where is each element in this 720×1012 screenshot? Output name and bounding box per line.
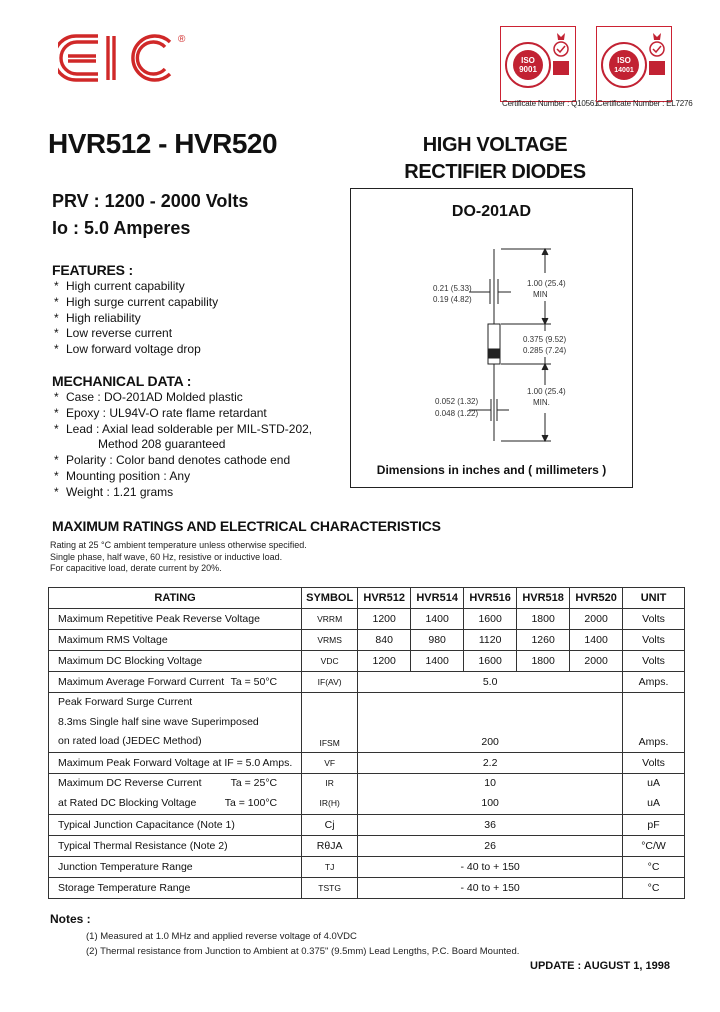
cell-value [358, 774, 623, 814]
subtitle-line-2: RECTIFIER DIODES [404, 161, 586, 183]
row-label [49, 693, 302, 753]
feature-item: * Low forward voltage drop [54, 342, 218, 358]
features-heading: FEATURES : [52, 262, 133, 278]
cell-value: 1800 [517, 609, 570, 630]
row-label: Maximum Repetitive Peak Reverse Voltage [49, 609, 302, 630]
notes-heading: Notes : [50, 912, 91, 926]
col-header-hvr514: HVR514 [411, 588, 464, 609]
col-header-hvr516: HVR516 [464, 588, 517, 609]
dim-top-min: MIN [533, 290, 548, 299]
cell-value: 26 [358, 835, 623, 856]
cell-value: 1400 [411, 609, 464, 630]
cell-value: 840 [358, 630, 411, 651]
mechanical-item: * Epoxy : UL94V-O rate flame retardant [54, 406, 312, 422]
cell-value: 1400 [570, 630, 623, 651]
row-label: Maximum Peak Forward Voltage at IF = 5.0 Amps. [49, 753, 302, 774]
cell-value: 980 [411, 630, 464, 651]
row-label-text: Maximum Average Forward Current [58, 676, 225, 688]
row-symbol: VDC [302, 651, 358, 672]
note-item: (1) Measured at 1.0 MHz and applied reverse voltage of 4.0VDC [86, 931, 357, 942]
row-unit: Amps. [623, 672, 685, 693]
dim-wire-max: 0.052 (1.32) [435, 397, 479, 406]
ratings-conditions [50, 540, 307, 575]
row-unit [623, 774, 685, 814]
table-row [49, 651, 685, 672]
col-header-hvr512: HVR512 [358, 588, 411, 609]
col-header-rating: RATING [49, 588, 302, 609]
dim-bottom-length: 1.00 (25.4) [527, 387, 566, 396]
row-symbol: IFSM [302, 693, 358, 753]
cert-caption-14001: Certificate Number : EL7276 [597, 99, 693, 108]
row-condition: Ta = 25°C [230, 777, 278, 790]
mechanical-item: * Mounting position : Any [54, 469, 312, 485]
col-header-hvr518: HVR518 [517, 588, 570, 609]
row-label: Maximum RMS Voltage [49, 630, 302, 651]
row-symbol: VRRM [302, 609, 358, 630]
feature-item: * High surge current capability [54, 295, 218, 311]
row-label: Typical Thermal Resistance (Note 2) [49, 835, 302, 856]
mechanical-item: Method 208 guaranteed [98, 437, 226, 452]
note-item: (2) Thermal resistance from Junction to Ambient at 0.375" (9.5mm) Lead Lengths, P.C. Board Mounted. [86, 946, 520, 957]
row-unit: Volts [623, 630, 685, 651]
cell-value: 1260 [517, 630, 570, 651]
row-unit: Volts [623, 609, 685, 630]
table-row [49, 693, 685, 753]
package-drawing [350, 188, 633, 488]
cell-value: 1600 [464, 609, 517, 630]
prv-rating: PRV : 1200 - 2000 Volts [52, 191, 249, 211]
cell-value: 1120 [464, 630, 517, 651]
mechanical-item: * Case : DO-201AD Molded plastic [54, 390, 312, 406]
dim-top-length: 1.00 (25.4) [527, 279, 566, 288]
row-label: Maximum DC Blocking Voltage [49, 651, 302, 672]
table-row [49, 835, 685, 856]
table-row [49, 609, 685, 630]
row-unit: Volts [623, 651, 685, 672]
row-symbol: IF(AV) [302, 672, 358, 693]
cell-value: 2000 [570, 609, 623, 630]
feature-item: * High current capability [54, 279, 218, 295]
row-label-text: at Rated DC Blocking Voltage [58, 796, 197, 809]
cell-value: 1800 [517, 651, 570, 672]
ratings-condition-line: Rating at 25 °C ambient temperature unless otherwise specified. [50, 540, 307, 550]
update-date: UPDATE : AUGUST 1, 1998 [530, 960, 670, 972]
table-row [49, 672, 685, 693]
mechanical-item: * Lead : Axial lead solderable per MIL-STD-202, [54, 422, 312, 438]
feature-item: * High reliability [54, 311, 218, 327]
row-label-line: 8.3ms Single half sine wave Superimposed [58, 715, 259, 728]
io-rating: Io : 5.0 Amperes [52, 218, 191, 238]
row-unit: Volts [623, 753, 685, 774]
iso9001-badge [500, 26, 576, 102]
table-row [49, 753, 685, 774]
svg-text:9001: 9001 [519, 65, 537, 74]
row-label [49, 672, 302, 693]
dimensions-caption: Dimensions in inches and ( millimeters ) [376, 463, 607, 477]
table-header-row [49, 588, 685, 609]
features-list [54, 279, 218, 358]
row-symbol: TSTG [302, 877, 358, 898]
cell-value: 1200 [358, 609, 411, 630]
product-subtitle [400, 132, 590, 186]
row-label: Junction Temperature Range [49, 856, 302, 877]
row-unit: pF [623, 814, 685, 835]
row-symbol: RθJA [302, 835, 358, 856]
cell-value: 2.2 [358, 753, 623, 774]
row-unit: Amps. [623, 693, 685, 753]
table-row [49, 630, 685, 651]
diode-outline-icon [351, 189, 634, 489]
ratings-table [48, 587, 685, 899]
row-symbol: TJ [302, 856, 358, 877]
part-title: HVR512 - HVR520 [48, 128, 278, 159]
eic-logo [58, 28, 188, 90]
row-label: Typical Junction Capacitance (Note 1) [49, 814, 302, 835]
row-unit-line: uA [647, 777, 660, 790]
mechanical-item: * Weight : 1.21 grams [54, 485, 312, 501]
dim-bottom-min: MIN. [533, 398, 550, 407]
mechanical-list [54, 390, 312, 501]
row-unit: °C/W [623, 835, 685, 856]
svg-text:ISO: ISO [617, 56, 631, 65]
cell-value: 1400 [411, 651, 464, 672]
table-row [49, 774, 685, 814]
col-header-symbol: SYMBOL [302, 588, 358, 609]
cell-value: - 40 to + 150 [358, 856, 623, 877]
row-unit: °C [623, 856, 685, 877]
col-header-hvr520: HVR520 [570, 588, 623, 609]
cell-value: 1600 [464, 651, 517, 672]
row-symbol-line: IR(H) [319, 797, 340, 808]
cert-caption-9001: Certificate Number : Q10561 [502, 99, 599, 108]
row-symbol: VF [302, 753, 358, 774]
notes-list [86, 929, 519, 959]
package-title: DO-201AD [451, 203, 532, 220]
svg-text:ISO: ISO [521, 56, 535, 65]
mechanical-heading: MECHANICAL DATA : [52, 373, 192, 389]
cell-value: 2000 [570, 651, 623, 672]
col-header-unit: UNIT [623, 588, 685, 609]
row-label-line: on rated load (JEDEC Method) [58, 735, 202, 748]
dim-lead-dia-min: 0.19 (4.82) [433, 295, 472, 304]
cell-value: 1200 [358, 651, 411, 672]
svg-text:14001: 14001 [614, 67, 634, 74]
cell-value: 200 [358, 693, 623, 753]
dim-wire-min: 0.048 (1.22) [435, 409, 479, 418]
registered-mark: ® [178, 34, 186, 45]
iso14001-badge [596, 26, 672, 102]
table-row [49, 877, 685, 898]
row-label-text: Maximum DC Reverse Current [58, 777, 202, 790]
cell-value-line: 100 [481, 796, 499, 809]
row-label: Storage Temperature Range [49, 877, 302, 898]
row-unit: °C [623, 877, 685, 898]
row-condition: Ta = 100°C [224, 796, 278, 809]
cell-value: - 40 to + 150 [358, 877, 623, 898]
ratings-title: MAXIMUM RATINGS AND ELECTRICAL CHARACTERISTICS [52, 518, 441, 534]
mechanical-item: * Polarity : Color band denotes cathode end [54, 453, 312, 469]
dim-lead-dia-max: 0.21 (5.33) [433, 284, 472, 293]
row-unit-line: uA [647, 796, 660, 809]
dim-body-max: 0.375 (9.52) [523, 335, 567, 344]
cell-value: 36 [358, 814, 623, 835]
cell-value: 5.0 [358, 672, 623, 693]
dim-body-min: 0.285 (7.24) [523, 346, 567, 355]
row-symbol [302, 774, 358, 814]
row-symbol-line: IR [325, 778, 334, 789]
cell-value-line: 10 [484, 777, 496, 790]
row-label-line: Peak Forward Surge Current [58, 696, 193, 708]
row-symbol: Cj [302, 814, 358, 835]
row-condition: Ta = 50°C [230, 676, 278, 688]
ratings-condition-line: For capacitive load, derate current by 20%. [50, 563, 222, 573]
subtitle-line-1: HIGH VOLTAGE [422, 134, 568, 156]
ratings-condition-line: Single phase, half wave, 60 Hz, resistive or inductive load. [50, 551, 283, 562]
row-symbol: VRMS [302, 630, 358, 651]
row-label [49, 774, 302, 814]
table-row [49, 856, 685, 877]
table-row [49, 814, 685, 835]
feature-item: * Low reverse current [54, 326, 218, 342]
